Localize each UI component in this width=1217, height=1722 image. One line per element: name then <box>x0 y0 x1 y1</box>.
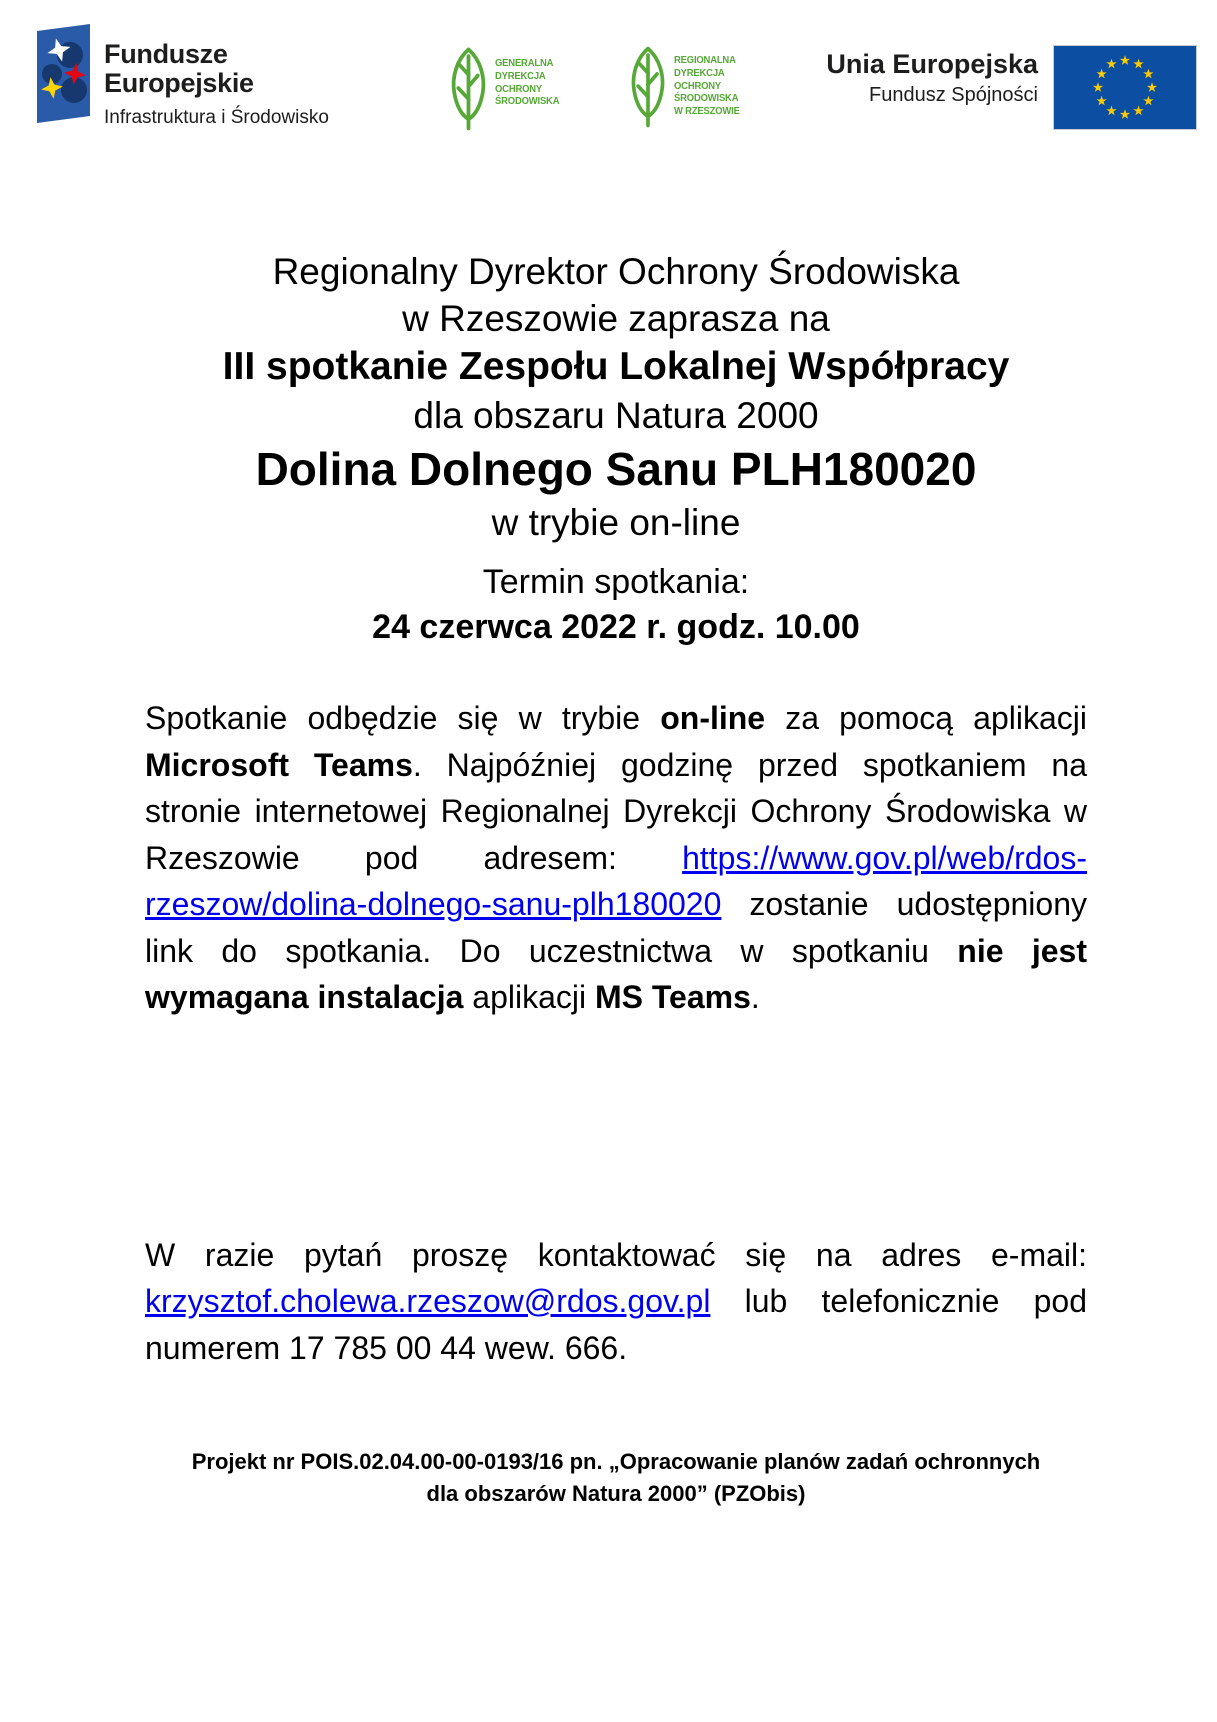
text-segment: Spotkanie odbędzie się w trybie <box>145 700 661 736</box>
text-segment: za pomocą aplikacji <box>765 700 1088 736</box>
fundusze-europejskie-logo <box>37 24 329 129</box>
text-segment: aplikacji <box>463 979 595 1015</box>
fe-flag-icon <box>37 24 90 123</box>
eu-label <box>826 49 1038 107</box>
text-segment: nie jest wymagana instalacja <box>145 932 1088 1015</box>
text-segment: Microsoft Teams <box>145 746 413 783</box>
meeting-info <box>145 560 1087 650</box>
project-footer: Projekt nr POIS.02.04.00-00-0193/16 pn. „Opracowanie planów zadań ochronnych dla obszarów Natura 2000” (PZObis) <box>191 1449 1041 1506</box>
paragraph-online-info <box>145 695 1087 1021</box>
fe-logo-title: Fundusze Europejskie <box>104 39 254 98</box>
title-line-2: w Rzeszowie zaprasza na <box>402 298 830 339</box>
gdos-logo-label: GENERALNA DYREKCJA OCHRONY ŚRODOWISKA <box>495 57 560 108</box>
eu-subtitle: Fundusz Spójności <box>869 84 1038 106</box>
fe-logo-subtitle: Infrastruktura i Środowisko <box>104 107 329 128</box>
title-line-1: Regionalny Dyrektor Ochrony Środowiska <box>272 251 960 292</box>
title-line-6: w trybie on-line <box>491 502 741 543</box>
fe-logo-text <box>104 40 329 129</box>
title-line-3: III spotkanie Zespołu Lokalnej Współpracy <box>222 345 1010 388</box>
text-segment: . <box>750 979 760 1015</box>
email-link[interactable]: krzysztof.cholewa.rzeszow@rdos.gov.pl <box>145 1283 711 1319</box>
title-line-5: Dolina Dolnego Sanu PLH180020 <box>255 443 977 495</box>
text-segment: MS Teams <box>594 979 751 1015</box>
rdos-leaf-icon <box>630 43 666 131</box>
rdos-logo <box>630 43 747 131</box>
rdos-logo-label: REGIONALNA DYREKCJA OCHRONY ŚRODOWISKA W RZESZOWIE <box>674 54 740 118</box>
paragraph-contact <box>145 1232 1087 1372</box>
text-segment: . Najpóźniej godzinę przed spotkaniem na stronie internetowej Regionalnej Dyrekcji Ochrony Środowiska w Rzeszowie pod adresem: <box>145 746 1088 876</box>
logo-header <box>0 0 1217 170</box>
gdos-leaf-icon <box>450 46 487 132</box>
meeting-datetime: 24 czerwca 2022 r. godz. 10.00 <box>372 608 860 646</box>
meeting-url-link[interactable]: https://www.gov.pl/web/rdos-rzeszow/dolina-dolnego-sanu-plh180020 <box>145 839 1087 922</box>
text-segment: zostanie udostępniony link do spotkania. Do uczestnictwa w spotkaniu <box>145 886 1087 969</box>
eu-flag-icon <box>1053 45 1197 130</box>
gdos-logo <box>450 46 567 132</box>
text-segment: on-line <box>660 700 766 736</box>
text-segment: lub telefonicznie pod numerem 17 785 00 44 wew. 666. <box>145 1283 1087 1366</box>
title-line-4: dla obszaru Natura 2000 <box>413 395 819 436</box>
eu-title: Unia Europejska <box>826 49 1038 79</box>
meeting-label: Termin spotkania: <box>482 563 750 601</box>
invitation-title <box>145 248 1087 546</box>
text-segment: W razie pytań proszę kontaktować się na adres e-mail: <box>145 1236 1087 1273</box>
